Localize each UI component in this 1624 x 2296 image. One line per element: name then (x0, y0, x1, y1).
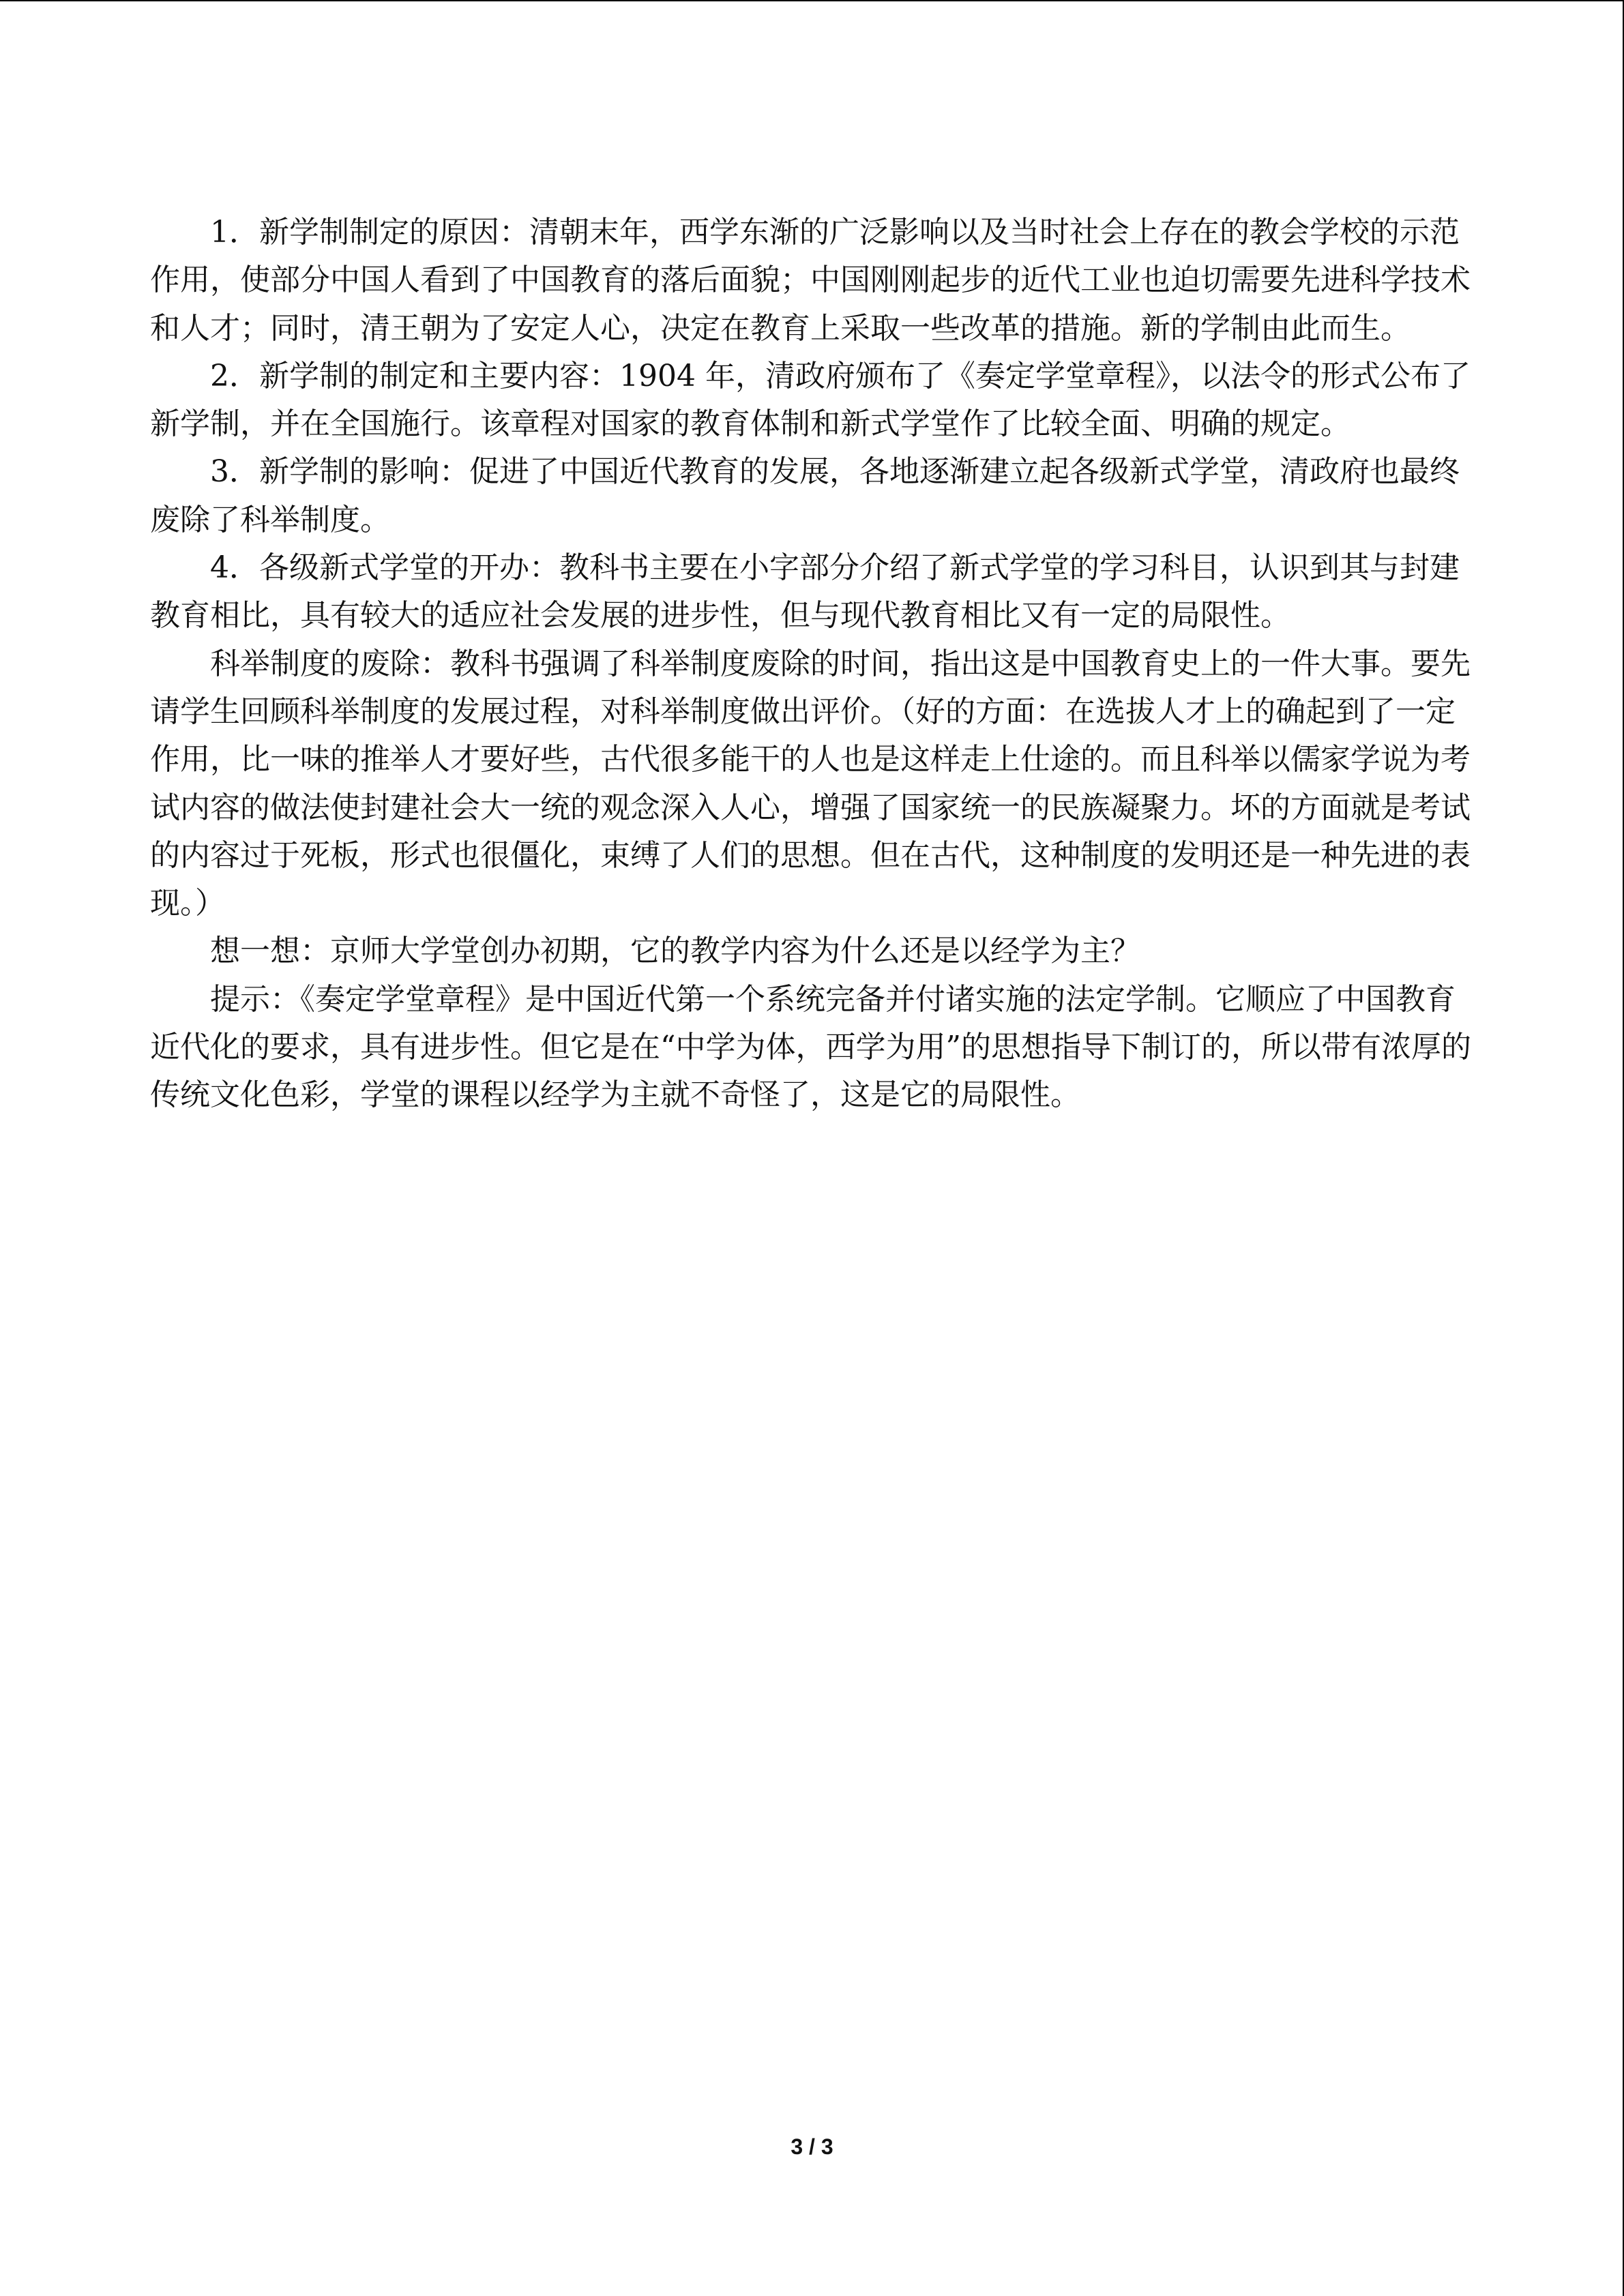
paragraph-influence: 3．新学制的影响：促进了中国近代教育的发展，各地逐渐建立起各级新式学堂，清政府也最终废除了科举制度。 (150, 454, 1460, 537)
paragraph-question: 想一想：京师大学堂创办初期，它的教学内容为什么还是以经学为主？ (210, 934, 1140, 969)
paragraph-exam-abolition: 科举制度的废除：教科书强调了科举制度废除的时间，指出这是中国教育史上的一件大事。要先请学生回顾科举制度的发展过程，对科举制度做出评价。（好的方面：在选拔人才上的确起到了一定作用，比一味的推举人才要好些，古代很多能干的人也是这样走上仕途的。而且科举以儒家学说为考试内容的做法使封建社会大一统的观念深入人心，增强了国家统一的民族凝聚力。坏的方面就是考试的内容过于死板，形式也很僵化，束缚了人们的思想。但在古代，这种制度的发明还是一种先进的表现。） (150, 646, 1471, 921)
paragraph-content: 2．新学制的制定和主要内容：1904 年，清政府颁布了《奏定学堂章程》，以法令的形式公布了新学制，并在全国施行。该章程对国家的教育体制和新式学堂作了比较全面、明确的规定。 (150, 358, 1471, 442)
paragraph-hint: 提示：《奏定学堂章程》是中国近代第一个系统完备并付诸实施的法定学制。它顺应了中国教育近代化的要求，具有进步性。但它是在“中学为体，西学为用”的思想指导下制订的，所以带有浓厚的传统文化色彩，学堂的课程以经学为主就不奇怪了，这是它的局限性。 (150, 981, 1471, 1113)
paragraph-reason: 1．新学制制定的原因：清朝末年，西学东渐的广泛影响以及当时社会上存在的教会学校的示范作用，使部分中国人看到了中国教育的落后面貌；中国刚刚起步的近代工业也迫切需要先进科学技术和人才；同时，清王朝为了安定人心，决定在教育上采取一些改革的措施。新的学制由此而生。 (150, 215, 1471, 346)
page-number: 3 / 3 (791, 2134, 833, 2159)
document-body (150, 209, 1473, 1120)
paragraph-schools: 4．各级新式学堂的开办：教科书主要在小字部分介绍了新式学堂的学习科目，认识到其与封建教育相比，具有较大的适应社会发展的进步性，但与现代教育相比又有一定的局限性。 (150, 550, 1460, 633)
page-border-top (0, 0, 1624, 1)
